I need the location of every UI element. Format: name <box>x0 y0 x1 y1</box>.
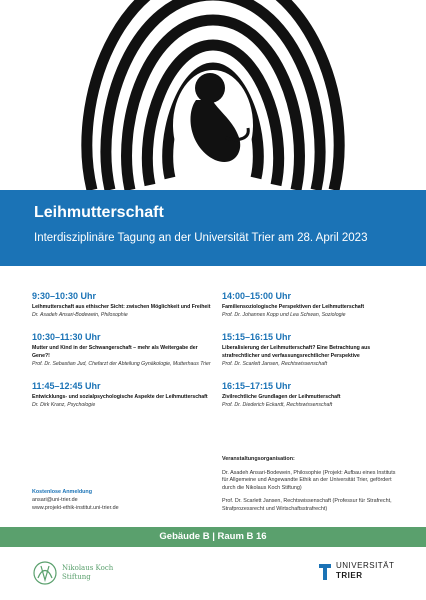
organisation-entry: Prof. Dr. Scarlett Jansen, Rechtswissenschaft (Professur für Strafrecht, Strafprozessrecht und Wirtschaftsstrafrecht) <box>222 498 392 512</box>
organisation-entry: Dr. Asadeh Ansari-Bodewein, Philosophie (Projekt: Aufbau eines Instituts für Allgemeine und Angewandte Ethik an der Universität Trier, gefördert durch die Nikolaus Koch Stiftung) <box>222 469 396 491</box>
venue-bar: Gebäude B | Raum B 16 <box>0 527 426 547</box>
nikolaus-koch-wordmark <box>62 564 113 582</box>
slot-speaker: Dr. Asadeh Ansari-Bodewein, Philosophie <box>32 312 128 319</box>
slot-talk: Zivilrechtliche Grundlagen der Leihmutterschaft <box>222 394 341 401</box>
logo-right-line1: UNIVERSITÄT <box>336 561 395 570</box>
nikolaus-koch-logo <box>32 558 122 590</box>
university-trier-wordmark <box>336 561 394 581</box>
slot-talk: Entwicklungs- und sozialpsychologische Aspekte der Leihmutterschaft <box>32 394 208 401</box>
slot-speaker: Prof. Dr. Scarlett Jansen, Rechtswissenschaft <box>222 360 328 367</box>
slot-speaker: Dr. Dirk Kranz, Psychologie <box>32 402 96 409</box>
slot-time: 15:15–16:15 Uhr <box>222 332 292 343</box>
university-trier-mark-icon <box>318 563 332 581</box>
slot-time: 11:45–12:45 Uhr <box>32 381 101 392</box>
slot-time: 9:30–10:30 Uhr <box>32 291 97 301</box>
program-slot <box>32 291 212 319</box>
university-trier-logo <box>318 560 398 588</box>
slot-speaker: Prof. Dr. Johannes Kopp und Lea Schwan, Soziologie <box>222 312 346 319</box>
page-title: Leihmutterschaft <box>34 204 164 221</box>
slot-speaker: Prof. Dr. Sebastian Jud, Chefarzt der Abteilung Gynäkologie, Mutterhaus Trier <box>32 360 211 367</box>
program-left-column <box>32 291 212 422</box>
logo-left-line1: Nikolaus Koch <box>62 564 114 572</box>
program-slot <box>32 381 212 409</box>
page-subtitle: Interdisziplinäre Tagung an der Universität Trier am 28. April 2023 <box>34 232 368 244</box>
nikolaus-koch-mark-icon <box>32 560 58 586</box>
program-slot <box>222 381 402 409</box>
slot-talk: Familiensoziologische Perspektiven der Leihmutterschaft <box>222 304 365 310</box>
logo-left-line2: Stiftung <box>62 573 91 581</box>
slot-talk: Leihmutterschaft aus ethischer Sicht: zwischen Möglichkeit und Freiheit <box>32 304 211 310</box>
program-slot <box>222 332 402 368</box>
slot-time: 10:30–11:30 Uhr <box>32 332 101 343</box>
program-slot <box>222 291 402 319</box>
organisation-heading: Veranstaltungsorganisation: <box>222 456 295 462</box>
registration-heading: Kostenlose Anmeldung <box>32 489 92 495</box>
slot-talk: Mutter und Kind in der Schwangerschaft – mehr als Weitergabe der Gene?! <box>32 345 198 359</box>
program-right-column <box>222 291 402 422</box>
fingerprint-icon <box>0 0 426 190</box>
slot-talk: Liberalisierung der Leihmutterschaft? Eine Betrachtung aus strafrechtlicher und verfassungsrechtlicher Perspektive <box>222 345 371 359</box>
fingerprint-fetus-illustration <box>0 0 426 190</box>
registration-website-link[interactable]: www.projekt-ethik-institut.uni-trier.de <box>32 505 119 511</box>
program-slot <box>32 332 212 368</box>
slot-time: 14:00–15:00 Uhr <box>222 291 292 301</box>
title-banner <box>0 190 426 266</box>
registration-info <box>32 488 212 512</box>
slot-time: 16:15–17:15 Uhr <box>222 381 292 392</box>
registration-email-link[interactable]: ansari@uni-trier.de <box>32 497 78 503</box>
organisation-info <box>222 456 402 520</box>
logo-right-line2: TRIER <box>336 571 363 580</box>
slot-speaker: Prof. Dr. Diederich Eckardt, Rechtswissenschaft <box>222 402 333 409</box>
